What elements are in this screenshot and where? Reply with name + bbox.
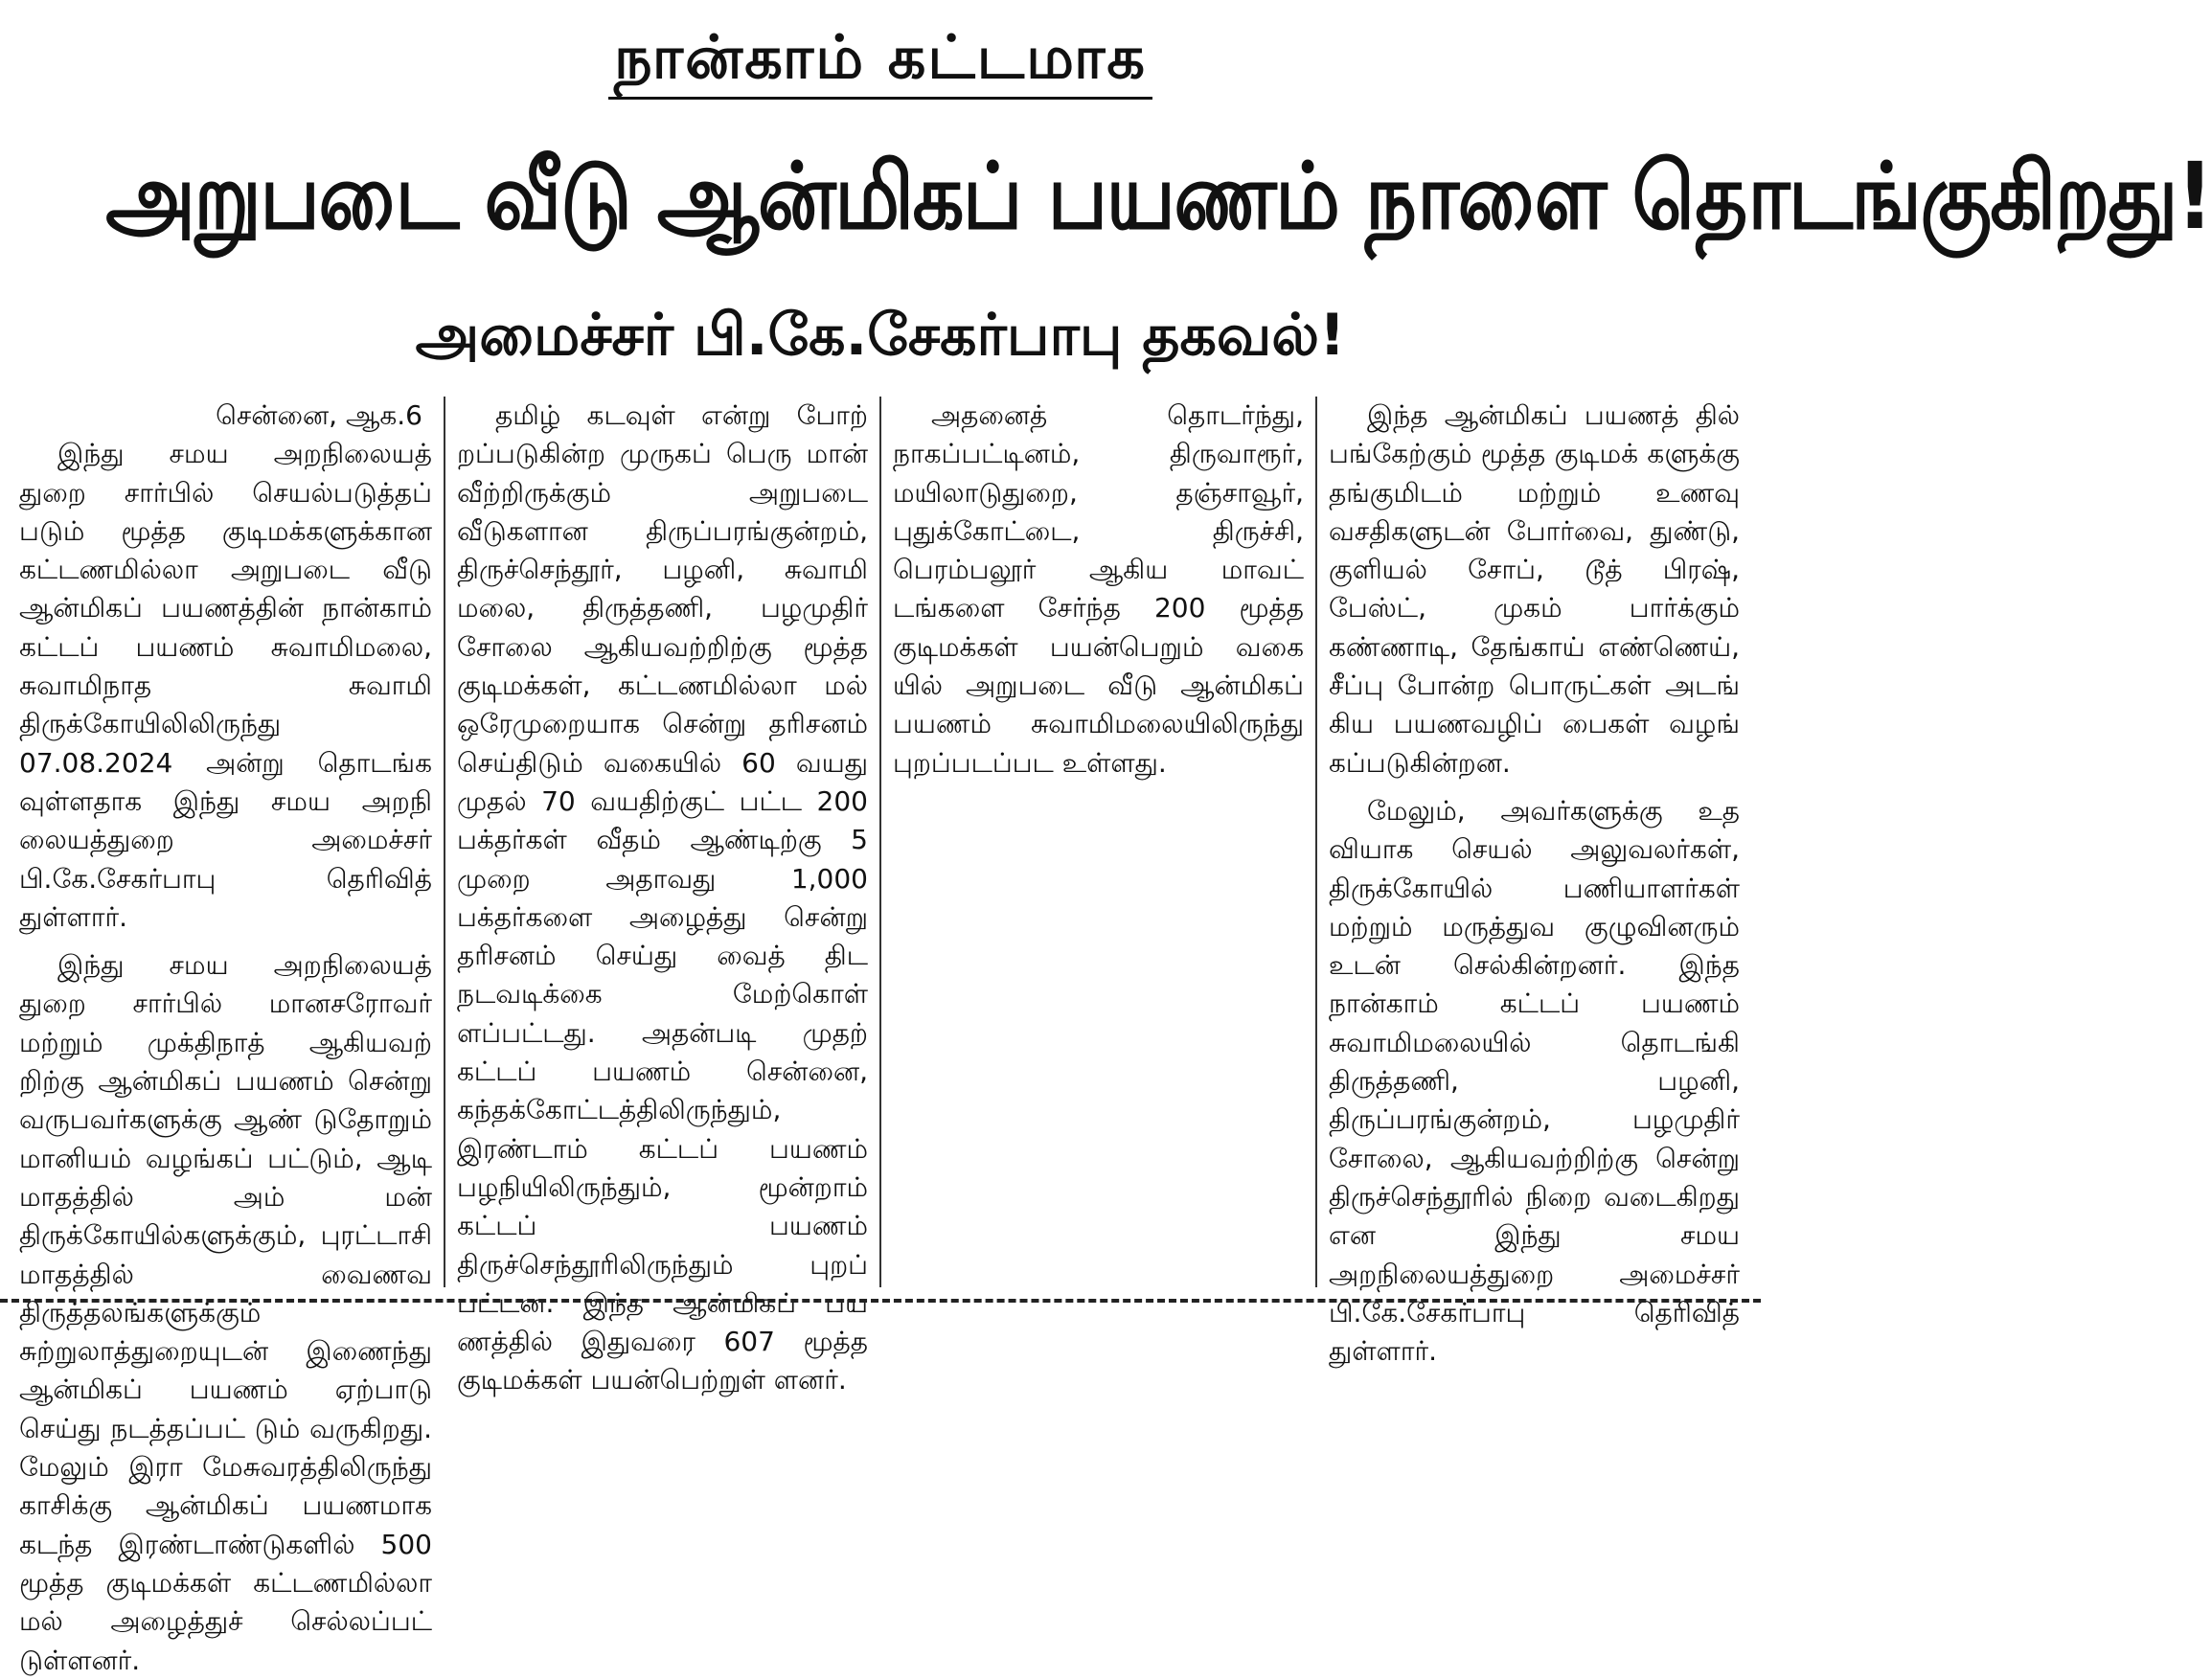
subheadline: அமைச்சர் பி.கே.சேகர்பாபு தகவல்! xyxy=(415,302,1346,369)
dateline: சென்னை, ஆக.6 xyxy=(216,399,422,431)
article-paragraph: அதனைத் தொடர்ந்து, நாகப்பட்டினம், திருவாரூர், மயிலாடுதுறை, தஞ்சாவூர், புதுக்கோட்டை, திருச்சி, பெரம்பலூர் ஆகிய மாவட் டங்களை சேர்ந்த 200 மூத்த குடிமக்கள் பயன்பெறும் வகை யில் அறுபடை வீடு ஆன்மிகப் பயணம் சுவாமிமலையிலிருந்து புறப்படப்பட உள்ளது. xyxy=(893,399,1304,779)
kicker-wrap xyxy=(0,23,1761,100)
bottom-dashed-rule xyxy=(0,1299,1761,1303)
article-paragraph: இந்து சமய அறநிலையத் துறை சார்பில் செயல்படுத்தப் படும் மூத்த குடிமக்களுக்கான கட்டணமில்லா அறுபடை வீடு ஆன்மிகப் பயணத்தின் நான்காம் கட்டப் பயணம் சுவாமிமலை, சுவாமிநாத சுவாமி திருக்கோயிலிலிருந்து 07.08.2024 அன்று தொடங்க வுள்ளதாக இந்து சமய அறநி லையத்துறை அமைச்சர் பி.கே.சேகர்பாபு தெரிவித் துள்ளார். xyxy=(19,438,432,933)
article-column xyxy=(444,397,879,1396)
article-paragraph: மேலும், அவர்களுக்கு உத வியாக செயல் அலுவலர்கள், திருக்கோயில் பணியாளர்கள் மற்றும் மருத்துவ குழுவினரும் உடன் செல்கின்றனர். இந்த நான்காம் கட்டப் பயணம் சுவாமிமலையில் தொடங்கி திருத்தணி, பழனி, திருப்பரங்குன்றம், பழமுதிர் சோலை, ஆகியவற்றிற்கு சென்று திருச்செந்தூரில் நிறை வடைகிறது என இந்து சமய அறநிலையத்துறை அமைச்சர் பி.கே.சேகர்பாபு தெரிவித் துள்ளார். xyxy=(1329,794,1740,1368)
kicker-heading: நான்காம் கட்டமாக xyxy=(608,23,1152,100)
article-column xyxy=(1315,397,1751,1368)
article-column xyxy=(8,397,444,1676)
article-column xyxy=(879,397,1315,1287)
article-body xyxy=(8,397,1753,1676)
article-paragraph: இந்த ஆன்மிகப் பயணத் தில் பங்கேற்கும் மூத்த குடிமக் களுக்கு தங்குமிடம் மற்றும் உணவு வசதிகளுடன் போர்வை, துண்டு, குளியல் சோப், டூத் பிரஷ், பேஸ்ட், முகம் பார்க்கும் கண்ணாடி, தேங்காய் எண்ணெய், சீப்பு போன்ற பொருட்கள் அடங் கிய பயணவழிப் பைகள் வழங் கப்படுகின்றன. xyxy=(1329,399,1740,779)
article-paragraph: இந்து சமய அறநிலையத் துறை சார்பில் மானசரோவர் மற்றும் முக்திநாத் ஆகியவற் றிற்கு ஆன்மிகப் பயணம் சென்று வருபவர்களுக்கு ஆண் டுதோறும் மானியம் வழங்கப் பட்டும், ஆடி மாதத்தில் அம் மன் திருக்கோயில்களுக்கும், புரட்டாசி மாதத்தில் வைணவ திருத்தலங்களுக்கும் சுற்றுலாத்துறையுடன் இணைந்து ஆன்மிகப் பயணம் ஏற்பாடு செய்து நடத்தப்பட் டும் வருகிறது. மேலும் இரா மேசுவரத்திலிருந்து காசிக்கு ஆன்மிகப் பயணமாக கடந்த இரண்டாண்டுகளில் 500 மூத்த குடிமக்கள் கட்டணமில்லா மல் அழைத்துச் செல்லப்பட் டுள்ளனர். xyxy=(19,949,432,1676)
main-headline: அறுபடை வீடு ஆன்மிகப் பயணம் நாளை தொடங்குகிறது! xyxy=(105,143,2212,250)
article-paragraph: தமிழ் கடவுள் என்று போற் றப்படுகின்ற முருகப் பெரு மான் வீற்றிருக்கும் அறுபடை வீடுகளான திருப்பரங்குன்றம், திருச்செந்தூர், பழனி, சுவாமி மலை, திருத்தணி, பழமுதிர் சோலை ஆகியவற்றிற்கு மூத்த குடிமக்கள், கட்டணமில்லா மல் ஒரேமுறையாக சென்று தரிசனம் செய்திடும் வகையில் 60 வயது முதல் 70 வயதிற்குட் பட்ட 200 பக்தர்கள் வீதம் ஆண்டிற்கு 5 முறை அதாவது 1,000 பக்தர்களை அழைத்து சென்று தரிசனம் செய்து வைத் திட நடவடிக்கை மேற்கொள் ளப்பட்டது. அதன்படி முதற் கட்டப் பயணம் சென்னை, கந்தக்கோட்டத்திலிருந்தும், இரண்டாம் கட்டப் பயணம் பழநியிலிருந்தும், மூன்றாம் கட்டப் பயணம் திருச்செந்தூரிலிருந்தும் புறப் பட்டன. இந்த ஆன்மிகப் பய ணத்தில் இதுவரை 607 மூத்த குடிமக்கள் பயன்பெற்றுள் ளனர். xyxy=(457,399,868,1396)
